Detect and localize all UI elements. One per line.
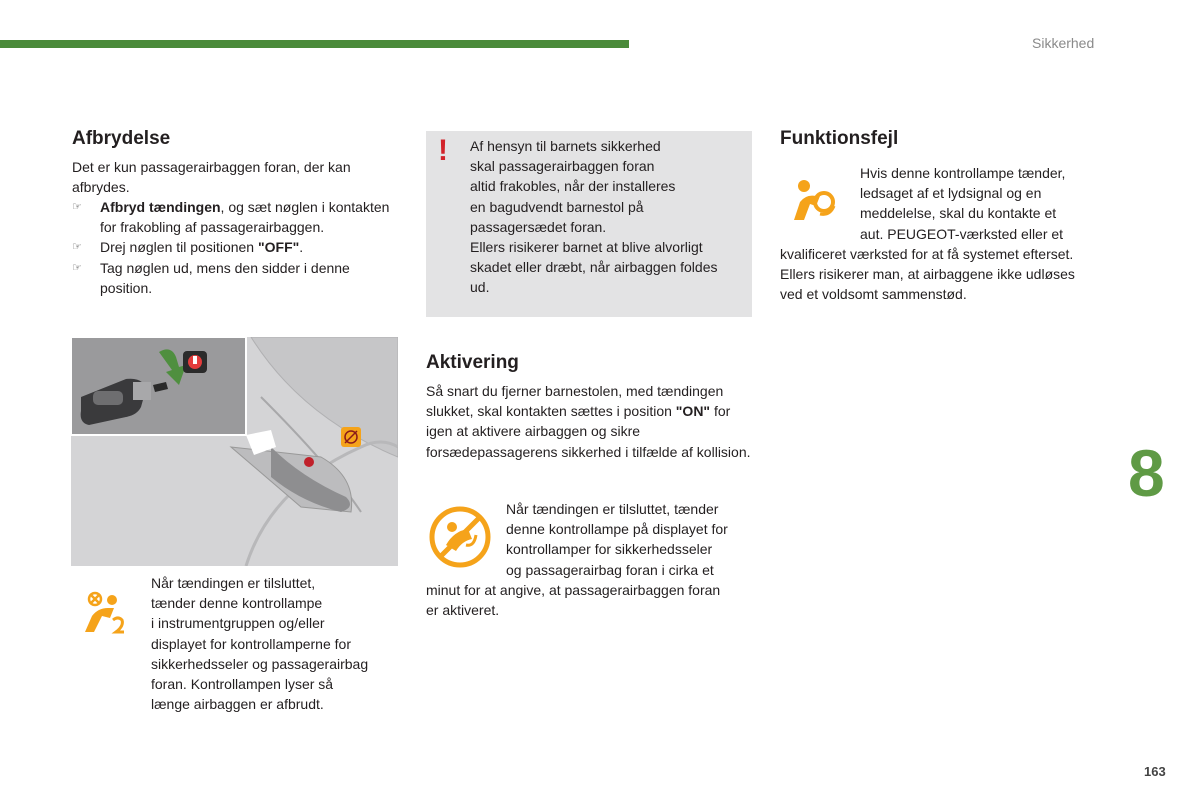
warning-text: [470, 136, 748, 298]
warning-line: Ellers risikerer barnet at blive alvorligt: [470, 239, 703, 256]
page-number: 163: [1144, 764, 1166, 779]
note-line: Ellers risikerer man, at airbaggene ikke udløses: [780, 266, 1075, 283]
note-line: meddelelse, skal du kontakte et: [860, 205, 1057, 222]
note-line: Hvis denne kontrollampe tænder,: [860, 165, 1066, 181]
para-text: Så snart du fjerner barnestolen, med tændingen slukket, skal kontakten sættes i position: [426, 383, 724, 420]
note-line: tænder denne kontrollampe: [151, 595, 323, 612]
warning-line: ud.: [470, 279, 490, 296]
step-item: [72, 237, 392, 257]
note-line: aut. PEUGEOT-værksted eller et: [860, 225, 1064, 242]
note-line: foran. Kontrollampen lyser så: [151, 676, 334, 693]
note-line: og passagerairbag foran i cirka et: [506, 561, 714, 578]
section-title: Sikkerhed: [1032, 35, 1095, 51]
step-item: [72, 197, 392, 237]
step-bold: "OFF": [257, 239, 300, 256]
col2-icon-note: [426, 499, 756, 620]
hand-pointer-icon: ☞: [72, 241, 82, 254]
warning-exclamation-icon: !: [438, 134, 448, 167]
para-bold: "ON": [675, 403, 711, 420]
col1-icon-note: [151, 573, 396, 714]
note-line: sikkerhedsseler og passagerairbag: [151, 655, 369, 672]
note-line: Når tændingen er tilsluttet,: [151, 575, 316, 591]
note-line: kontrollamper for sikkerhedsseler: [506, 541, 713, 558]
note-line: ledsaget af et lydsignal og en: [860, 185, 1042, 202]
warning-line: Af hensyn til barnets sikkerhed: [470, 138, 661, 154]
hand-pointer-icon: ☞: [72, 201, 82, 213]
note-line: længe airbaggen er afbrudt.: [151, 696, 324, 713]
step-text: Drej nøglen til positionen: [100, 239, 258, 256]
note-line: i instrumentgruppen og/eller: [151, 615, 325, 632]
warning-line: en bagudvendt barnestol på: [470, 198, 644, 215]
warning-line: altid frakobles, når der installeres: [470, 178, 676, 195]
hand-pointer-icon: ☞: [72, 261, 82, 274]
note-line: kvalificeret værksted for at få systemet efterset.: [780, 245, 1074, 262]
airbag-switch-illustration: [71, 337, 398, 566]
note-line: ved et voldsomt sammenstød.: [780, 286, 967, 303]
para-text: for igen at aktivere airbaggen og sikre forsædepassagerens sikkerhed i tilfælde af kollision.: [426, 403, 751, 460]
heading-funktionsfejl: Funktionsfejl: [780, 128, 899, 149]
note-line: displayet for kontrollamperne for: [151, 635, 351, 652]
afbrydelse-intro: Det er kun passagerairbaggen foran, der kan afbrydes.: [72, 159, 351, 196]
warning-line: passagersædet foran.: [470, 218, 607, 235]
note-line: er aktiveret.: [426, 602, 500, 619]
note-line: minut for at angive, at passagerairbaggen foran: [426, 581, 721, 598]
note-line: denne kontrollampe på displayet for: [506, 521, 728, 538]
step-text: .: [299, 239, 304, 256]
warning-line: skal passagerairbaggen foran: [470, 158, 655, 175]
step-text: , og sæt nøglen i kontakten for frakobling af passagerairbaggen.: [100, 199, 390, 236]
step-item: [72, 258, 392, 298]
col3-icon-note: [780, 163, 1120, 304]
aktivering-paragraph: [426, 381, 752, 462]
heading-afbrydelse: Afbrydelse: [72, 128, 171, 149]
step-bold: Afbryd tændingen: [100, 199, 221, 215]
heading-aktivering: Aktivering: [426, 352, 519, 373]
header-accent-bar: [0, 40, 629, 48]
note-line: Når tændingen er tilsluttet, tænder: [506, 501, 719, 517]
warning-line: skadet eller dræbt, når airbaggen foldes: [470, 259, 718, 276]
chapter-number: 8: [1128, 436, 1165, 510]
airbag-off-warning-lamp-icon: [80, 590, 134, 636]
afbrydelse-steps: [72, 197, 392, 298]
step-text: Tag nøglen ud, mens den sidder i denne position.: [100, 259, 350, 296]
